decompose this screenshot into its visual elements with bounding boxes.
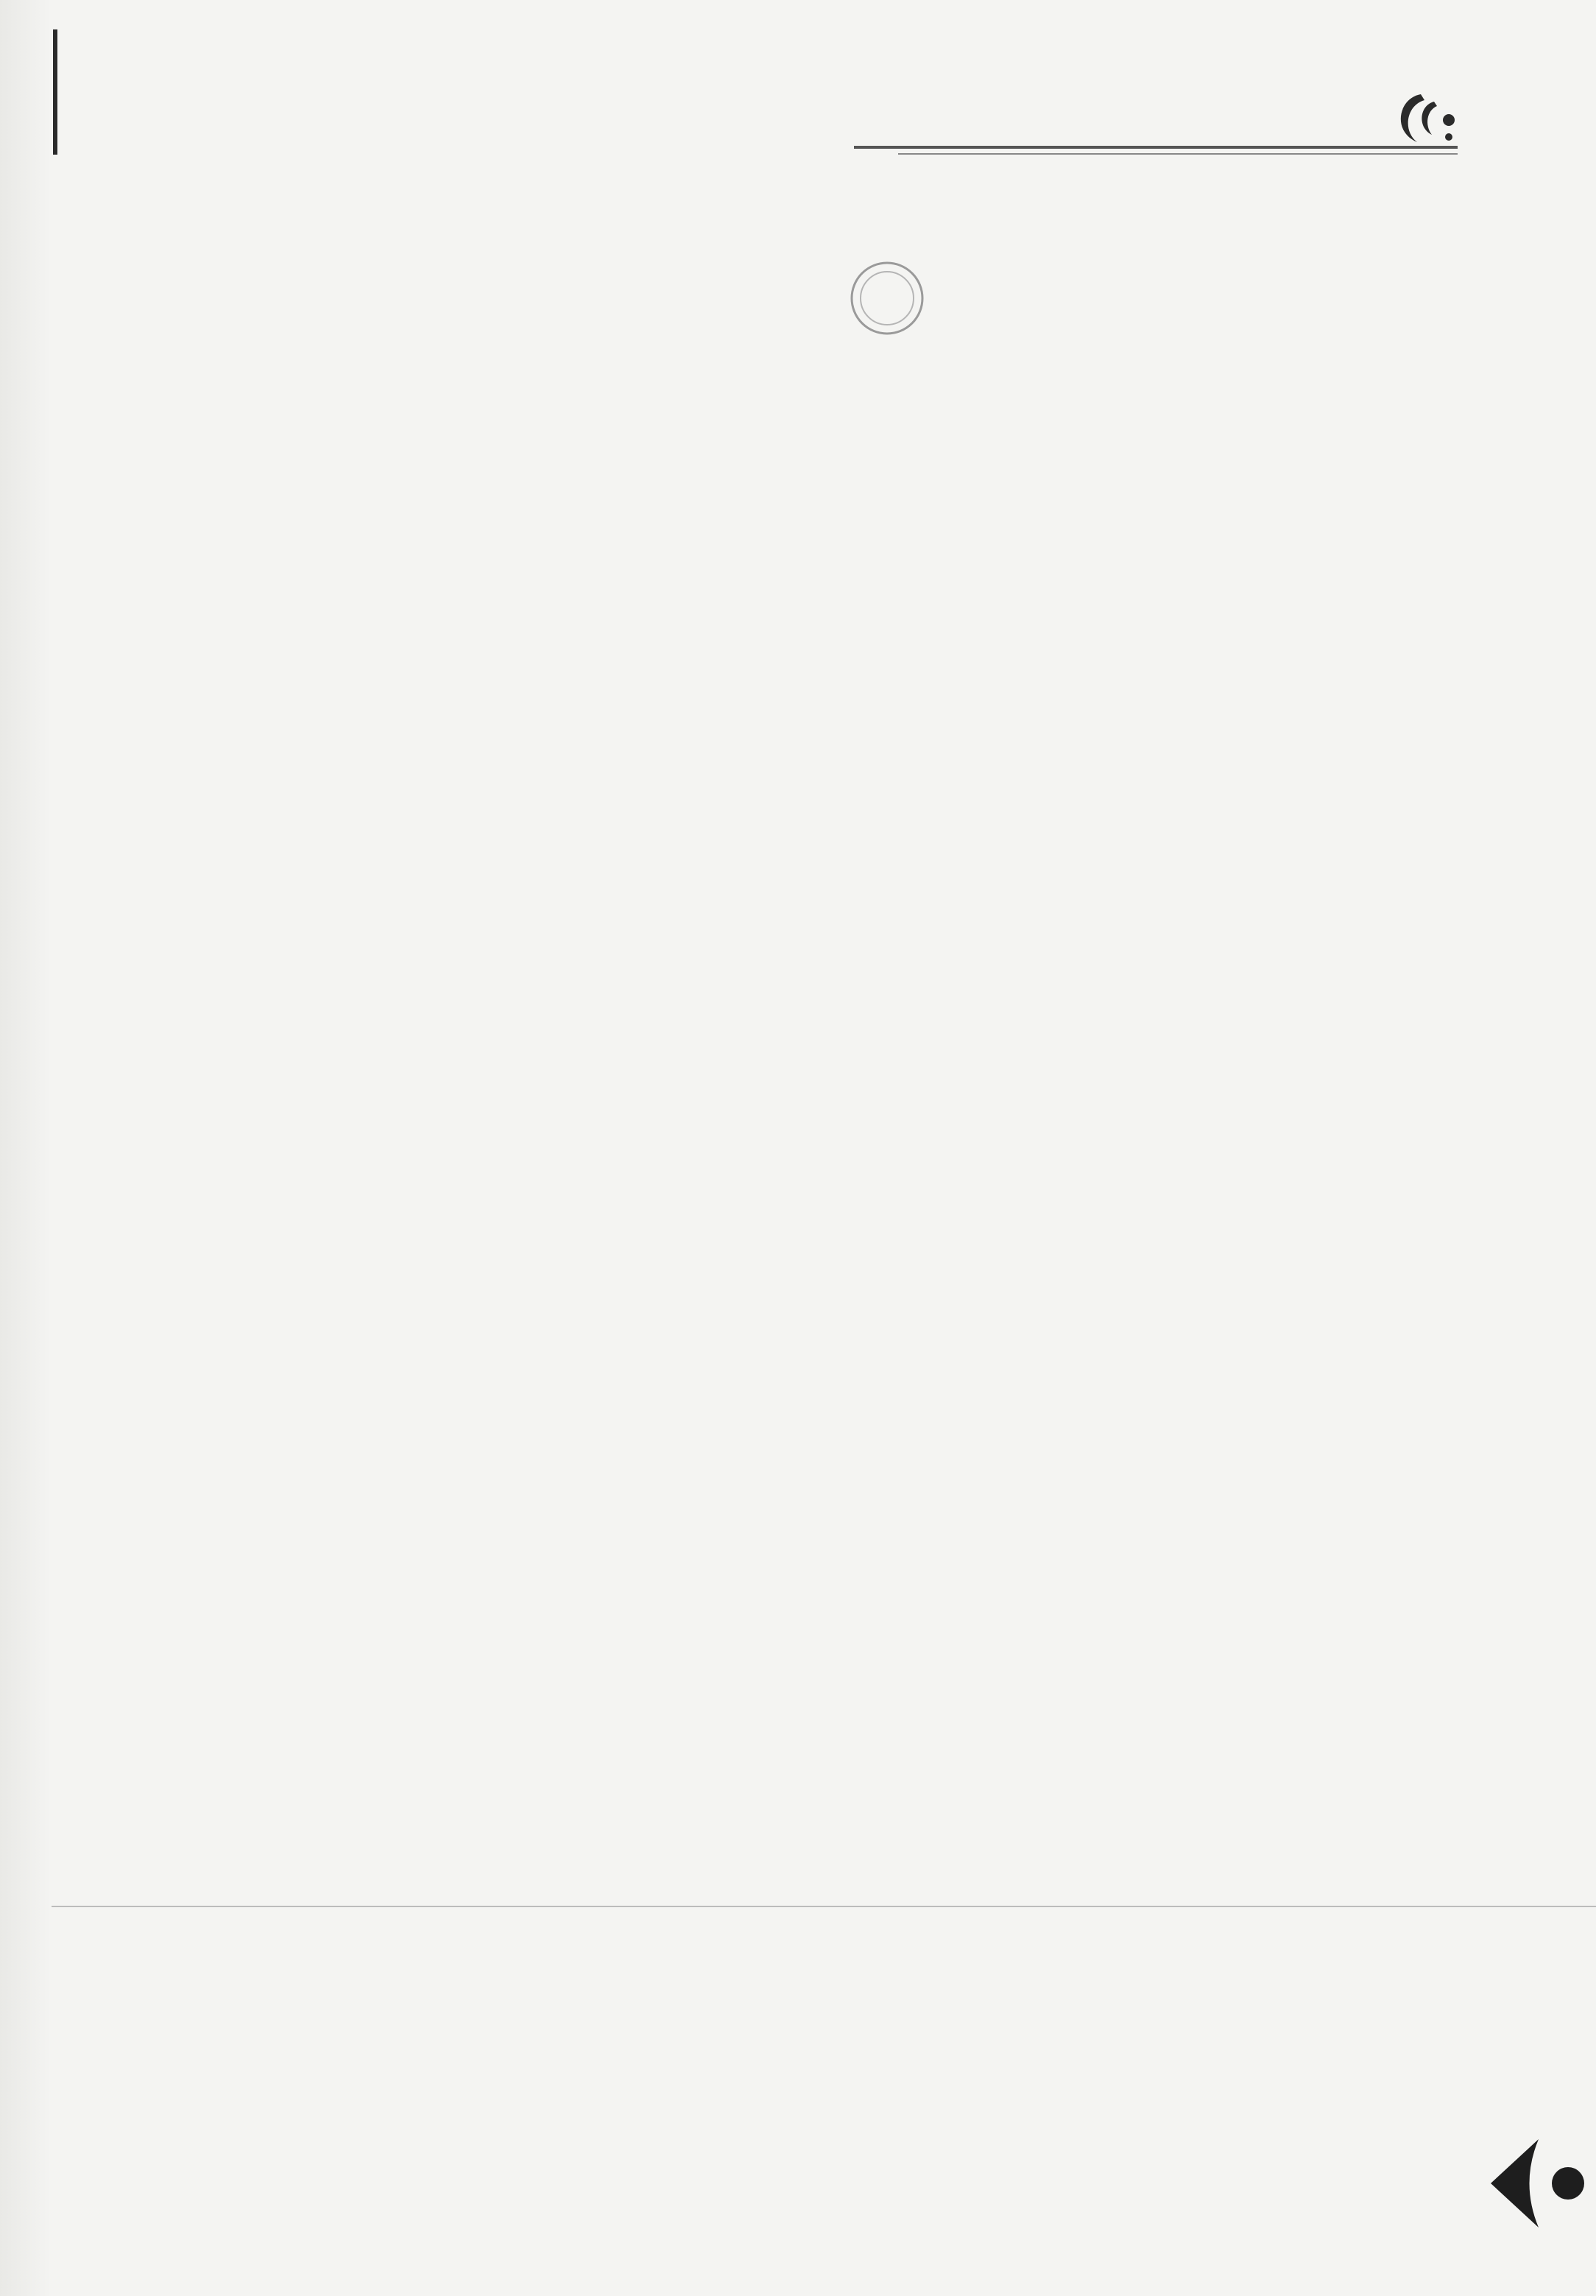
binding-line	[53, 29, 57, 155]
page-edge-shadow	[0, 0, 52, 2296]
page-arrow-icon	[1487, 2135, 1596, 2231]
divider-line	[52, 1906, 1596, 1907]
homework-stamp-icon	[847, 258, 928, 339]
header-swoosh-icon	[1384, 87, 1465, 153]
header-rule-thin	[898, 153, 1458, 155]
header-rule	[854, 146, 1458, 149]
